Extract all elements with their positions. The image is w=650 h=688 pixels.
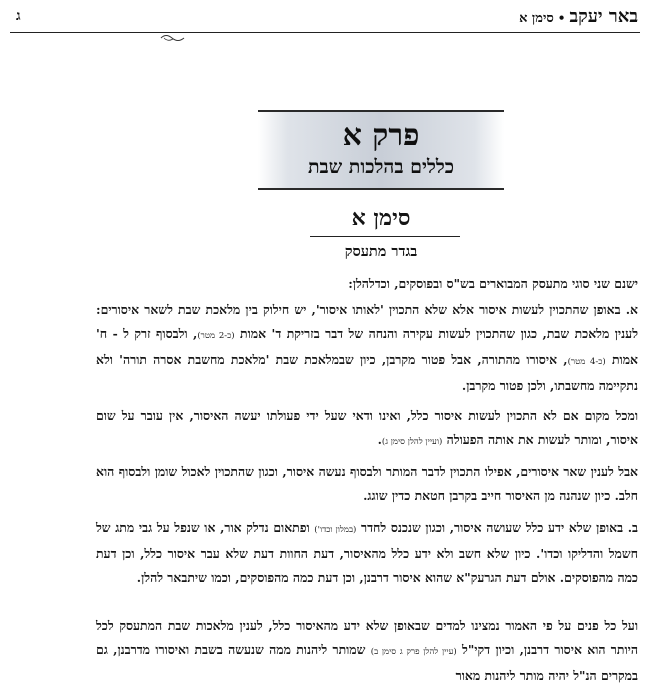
paragraph-veal-kol-panim	[96, 614, 638, 688]
paragraph-alef-text	[96, 298, 638, 398]
paragraph-aval-text: אבל לענין שאר איסורים, אפילו התכוין לדבר המותר ולבסוף נעשה איסור, וכגון שהתכוין לאכול שומן ולבסוף הוא חלב. כיון שנהנה מן האיסור חייב בקרבן חטאת כדין שוגג.	[96, 464, 638, 503]
intro-text: ישנם שני סוגי מתעסק המבוארים בש"ס ובפוסקים, וכדלהלן:	[348, 276, 638, 291]
small-note: (כ-2 מטר)	[197, 331, 235, 341]
flourish-ornament-icon	[160, 33, 186, 43]
header-section: סימן א	[519, 11, 554, 26]
text-run: ועל כל פנים על פי האמור נמצינו למדים שבאופן שלא ידע מהאיסור כלל, לענין מלאכות שבת המתעסק לכל היותר הוא איסור דרבנן, וכיון דקי"ל	[96, 618, 638, 657]
paragraph-aval	[96, 460, 638, 508]
siman-title: סימן א	[351, 205, 411, 231]
paragraph-bet	[96, 516, 638, 590]
intro-paragraph	[96, 272, 638, 296]
header-rule	[10, 32, 640, 33]
text-run: .	[377, 432, 382, 447]
chapter-subtitle: כללים בהלכות שבת	[307, 156, 455, 178]
text-run: ופתאום נדלק אור, או שנפל על גבי מתג של חשמל והדליקו וכדו'. כיון שלא חשב ולא ידע כלל מהאיסור, דעת החוות דעת שלא עבר איסור כלל, וכן דעת כמה מהפוסקים. אולם דעת הגרעק"א שהוא איסור דרבנן, וכן דעת כמה מהפוסקים, וכמו שיתבאר להלן.	[96, 520, 638, 585]
text-run: א. באופן שהתכוין לעשות איסור אלא שלא התכוין 'לאותו איסור', יש חילוק בין מלאכת שבת לשאר איסורים: לענין מלאכת שבת, כגון שהתכוין לעשות עקירה והנחה של דבר בזריקת ד' אמות	[96, 302, 638, 341]
chapter-heading-box	[258, 110, 504, 190]
siman-subtitle: בגדר מתעסק	[344, 243, 418, 260]
paragraph-umikol-text	[96, 404, 638, 454]
running-header-title	[519, 6, 638, 27]
header-separator: •	[557, 11, 566, 25]
text-run: שמותר ליהנות ממה שנעשה בשבת ואיסורו מדרבנן, גם במקרים הנ"ל יהיה מותר ליהנות מאור	[96, 642, 638, 683]
text-run: , איסורו מהתורה, אבל פטור מקרבן, כיון שבמלאכת שבת 'מלאכת מחשבת אסרה תורה' ולא נתקיימה מחשבתו, ולכן פטור מקרבן.	[96, 352, 638, 393]
page-number: ג	[16, 8, 21, 24]
book-title: באר יעקב	[569, 6, 638, 27]
chapter-title: פרק א	[342, 118, 420, 153]
cross-reference-note: (עיין להלן פרק ג סימן ב)	[370, 647, 457, 657]
paragraph-alef	[96, 298, 638, 398]
cross-reference-note: (ועיין להלן סימן ג)	[381, 437, 443, 447]
small-note: (כ-4 מטר)	[567, 357, 606, 367]
siman-rule	[310, 236, 460, 237]
paragraph-veal-kol-panim-text	[96, 614, 638, 688]
paragraph-bet-text	[96, 516, 638, 590]
text-run: ב. באופן שלא ידע כלל שעושה איסור, וכגון שנכנס לחדר	[356, 520, 639, 535]
text-run: , ולבסוף זרק ל - ח' אמות	[96, 326, 638, 367]
running-header	[0, 0, 650, 30]
small-note: (במלון וכדו')	[314, 525, 357, 535]
paragraph-umikol	[96, 404, 638, 454]
text-run: ומכל מקום אם לא התכוין לעשות איסור כלל, ואינו ודאי שעל ידי פעולתו יעשה האיסור, אין עובר על שום איסור, ומותר לעשות את אותה הפעולה	[96, 408, 638, 447]
